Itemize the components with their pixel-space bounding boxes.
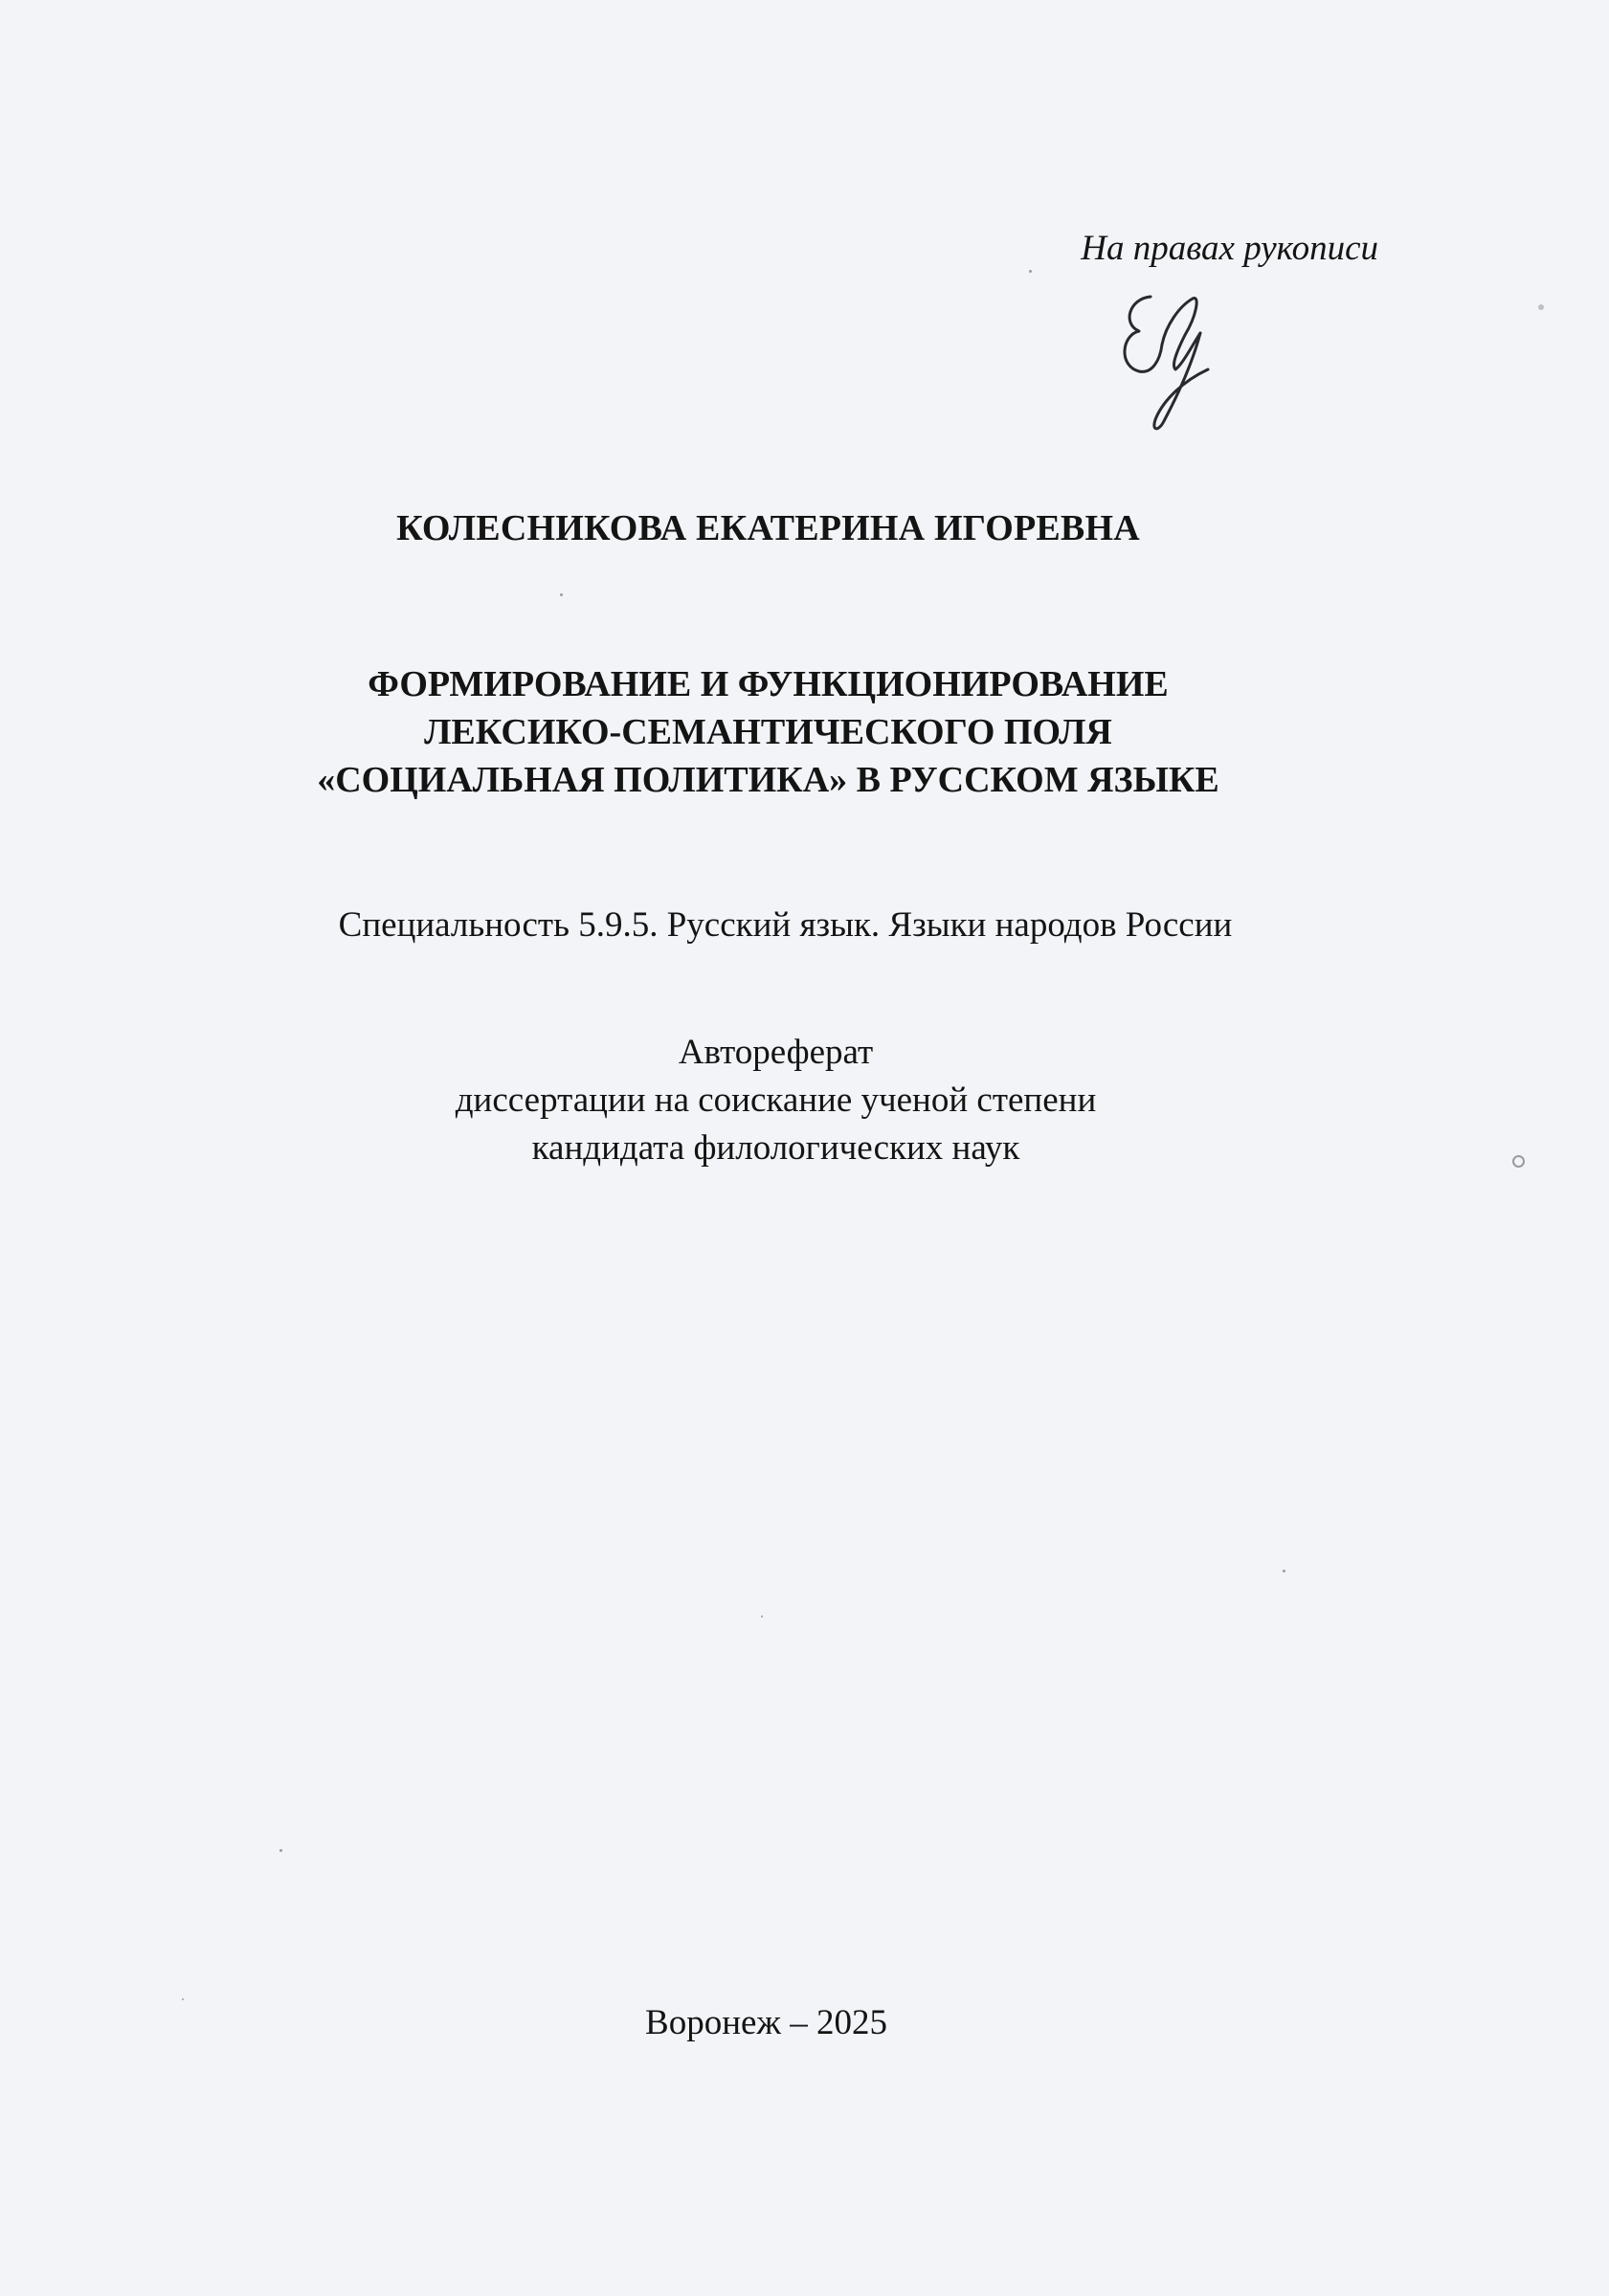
dissertation-title <box>0 660 1573 804</box>
paper-speck <box>182 1998 184 2000</box>
genre-line: диссертации на соискание ученой степени <box>455 1081 1097 1120</box>
title-line: «СОЦИАЛЬНАЯ ПОЛИТИКА» В РУССКОМ ЯЗЫКЕ <box>317 760 1219 800</box>
manuscript-rights-note: На правах рукописи <box>1081 229 1378 268</box>
paper-speck <box>1538 304 1544 310</box>
paper-speck <box>1512 1155 1525 1168</box>
title-line: ЛЕКСИКО-СЕМАНТИЧЕСКОГО ПОЛЯ <box>424 712 1112 752</box>
genre-line: кандидата филологических наук <box>531 1128 1020 1168</box>
paper-speck <box>1029 270 1032 273</box>
document-genre <box>0 1029 1580 1172</box>
title-line: ФОРМИРОВАНИЕ И ФУНКЦИОНИРОВАНИЕ <box>368 664 1169 704</box>
paper-speck <box>560 593 563 596</box>
paper-speck <box>761 1616 763 1617</box>
genre-line: Автореферат <box>678 1033 874 1072</box>
author-name: КОЛЕСНИКОВА ЕКАТЕРИНА ИГОРЕВНА <box>396 508 1140 548</box>
paper-speck <box>279 1849 282 1852</box>
specialty: Специальность 5.9.5. Русский язык. Языки народов России <box>338 905 1233 945</box>
place-and-year: Воронеж – 2025 <box>645 2003 887 2042</box>
signature-icon <box>1101 278 1225 440</box>
paper-speck <box>1283 1570 1285 1572</box>
